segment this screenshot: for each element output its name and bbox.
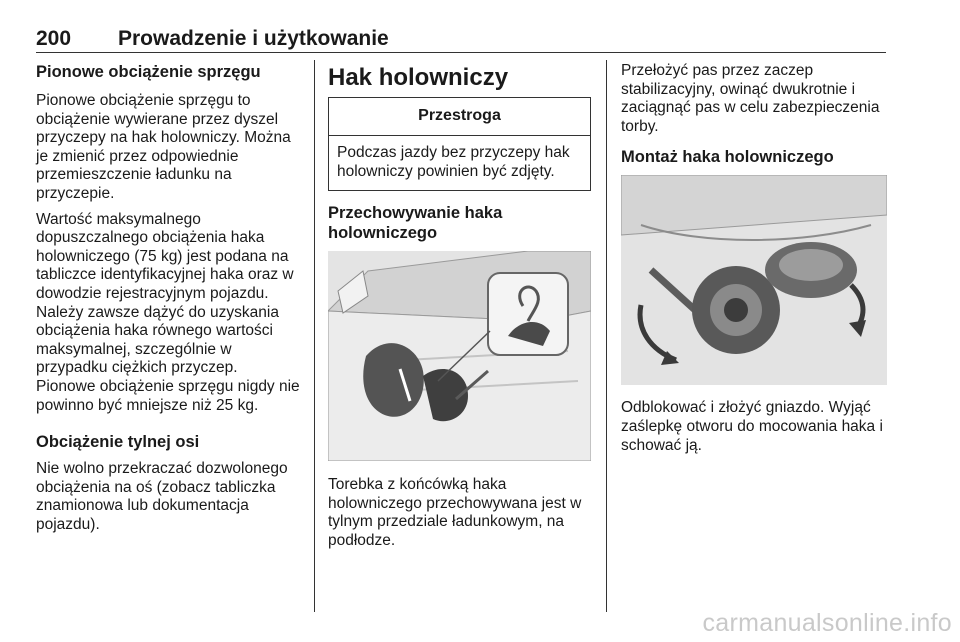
section-heading-mounting: Montaż haka holowniczego: [621, 148, 834, 167]
paragraph-max-load: Wartość maksymalnego dopuszczalnego obciążenia haka holowniczego (75 kg) jest podana na tabliczce identyfikacyjnej haka oraz w dowodzie rejestracyjnym pojazdu. Należy zawsze dążyć do uzyskania obciążenia haka równego wartości maksymalnej, szczególnie w przypadku ciężkich przyczep. Pionowe obciążenie sprzęgu nigdy nie powinno być mniejsze niż 25 kg.: [36, 210, 300, 414]
caution-label: Przestroga: [329, 98, 590, 136]
caution-text: Podczas jazdy bez przyczepy hak holowniczy powinien być zdjęty.: [337, 144, 570, 180]
mounting-caption: Odblokować i złożyć gniazdo. Wyjąć zaślepkę otworu do mocowania haka i schować ją.: [621, 399, 883, 454]
column-1: [36, 62, 300, 534]
column-divider-2: [606, 60, 607, 612]
header-rule: [36, 52, 886, 53]
section-title-tow-hook: Hak holowniczy: [328, 64, 509, 91]
paragraph-coupling-load: Pionowe obciążenie sprzęgu to obciążenie wywierane przez dyszel przyczepy na hak holowniczy. Można je zmienić przez odpowiednie przemieszczenie ładunku na przyczepie.: [36, 92, 291, 202]
watermark: carmanualsonline.info: [702, 609, 952, 637]
section-heading-rear-axle: Obciążenie tylnej osi: [36, 433, 200, 452]
storage-caption: Torebka z końcówką haka holowniczego przechowywana jest w tylnym przedziale ładunkowym, na podłodze.: [328, 476, 582, 549]
column-divider-1: [314, 60, 315, 612]
section-heading-storage: Przechowywanie haka holowniczego: [328, 204, 503, 243]
section-heading-coupling-load: Pionowe obciążenie sprzęgu: [36, 63, 261, 81]
column-2: [328, 62, 591, 551]
caution-box: [328, 97, 591, 191]
paragraph-rear-axle: Nie wolno przekraczać dozwolonego obciążenia na oś (zobacz tabliczka znamionowa lub dokumentacja pojazdu).: [36, 460, 288, 533]
paragraph-strap-instructions: Przełożyć pas przez zaczep stabilizacyjny, owinąć dwukrotnie i zaciągnąć pas w celu zabezpieczenia torby.: [621, 62, 880, 135]
page-header: [36, 27, 886, 51]
mounting-illustration: [621, 175, 887, 385]
storage-illustration: [328, 251, 591, 461]
page-number: 200: [36, 27, 72, 50]
column-3: [621, 62, 887, 455]
chapter-title: Prowadzenie i użytkowanie: [118, 27, 389, 50]
